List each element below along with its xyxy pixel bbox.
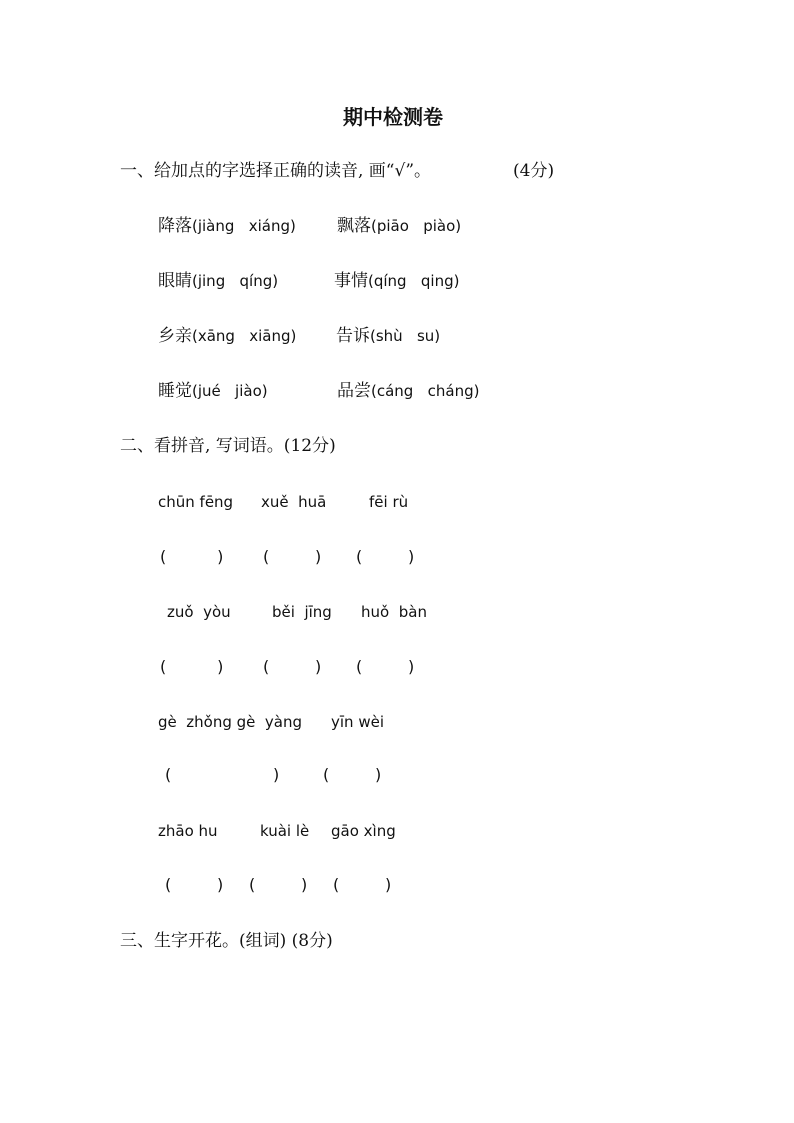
item-options: (qíng qing) xyxy=(368,272,460,290)
reading-item xyxy=(158,328,296,345)
reading-item xyxy=(337,383,479,400)
pinyin-prompt: kuài lè xyxy=(260,822,310,840)
answer-blank[interactable]: ( ) xyxy=(249,875,308,894)
item-word: 飘落 xyxy=(337,216,371,236)
answer-blank[interactable]: ( ) xyxy=(165,765,280,784)
item-word: 降落 xyxy=(158,216,192,236)
item-word: 眼睛 xyxy=(158,271,192,291)
answer-blank[interactable]: ( ) xyxy=(263,657,322,676)
section-2-heading: 二、看拼音, 写词语。(12分) xyxy=(120,436,336,456)
reading-item xyxy=(337,218,461,235)
item-word: 品尝 xyxy=(337,381,371,401)
pinyin-prompt: zuǒ yòu xyxy=(167,603,231,621)
answer-blank[interactable]: ( ) xyxy=(333,875,392,894)
answer-blank[interactable]: ( ) xyxy=(160,547,224,566)
pinyin-prompt: yīn wèi xyxy=(331,713,384,731)
reading-item xyxy=(334,273,459,290)
item-options: (jiàng xiáng) xyxy=(192,217,296,235)
item-options: (piāo piào) xyxy=(371,217,462,235)
item-options: (jué jiào) xyxy=(192,382,268,400)
pinyin-prompt: huǒ bàn xyxy=(361,603,427,621)
pinyin-prompt: běi jīng xyxy=(272,603,332,621)
answer-blank[interactable]: ( ) xyxy=(323,765,382,784)
item-options: (cáng cháng) xyxy=(371,382,480,400)
pinyin-prompt: gāo xìng xyxy=(331,822,396,840)
item-options: (xāng xiāng) xyxy=(192,327,297,345)
item-word: 告诉 xyxy=(336,326,370,346)
page-title: 期中检测卷 xyxy=(343,105,443,129)
answer-blank[interactable]: ( ) xyxy=(165,875,224,894)
reading-item xyxy=(158,218,296,235)
section-1-score: (4分) xyxy=(513,161,555,181)
section-1-heading: 一、给加点的字选择正确的读音, 画“√”。 xyxy=(120,161,432,181)
item-options: (shù su) xyxy=(370,327,441,345)
item-word: 睡觉 xyxy=(158,381,192,401)
answer-blank[interactable]: ( ) xyxy=(160,657,224,676)
item-options: (jing qíng) xyxy=(192,272,279,290)
answer-blank[interactable]: ( ) xyxy=(263,547,322,566)
pinyin-prompt: gè zhǒng gè yàng xyxy=(158,713,303,731)
pinyin-prompt: zhāo hu xyxy=(158,822,218,840)
reading-item xyxy=(158,273,278,290)
section-3-heading: 三、生字开花。(组词) (8分) xyxy=(120,931,333,951)
item-word: 乡亲 xyxy=(158,326,192,346)
answer-blank[interactable]: ( ) xyxy=(356,657,415,676)
reading-item xyxy=(336,328,440,345)
pinyin-prompt: chūn fēng xyxy=(158,493,234,511)
reading-item xyxy=(158,383,268,400)
item-word: 事情 xyxy=(334,271,368,291)
pinyin-prompt: fēi rù xyxy=(369,493,409,511)
answer-blank[interactable]: ( ) xyxy=(356,547,415,566)
pinyin-prompt: xuě huā xyxy=(261,493,327,511)
